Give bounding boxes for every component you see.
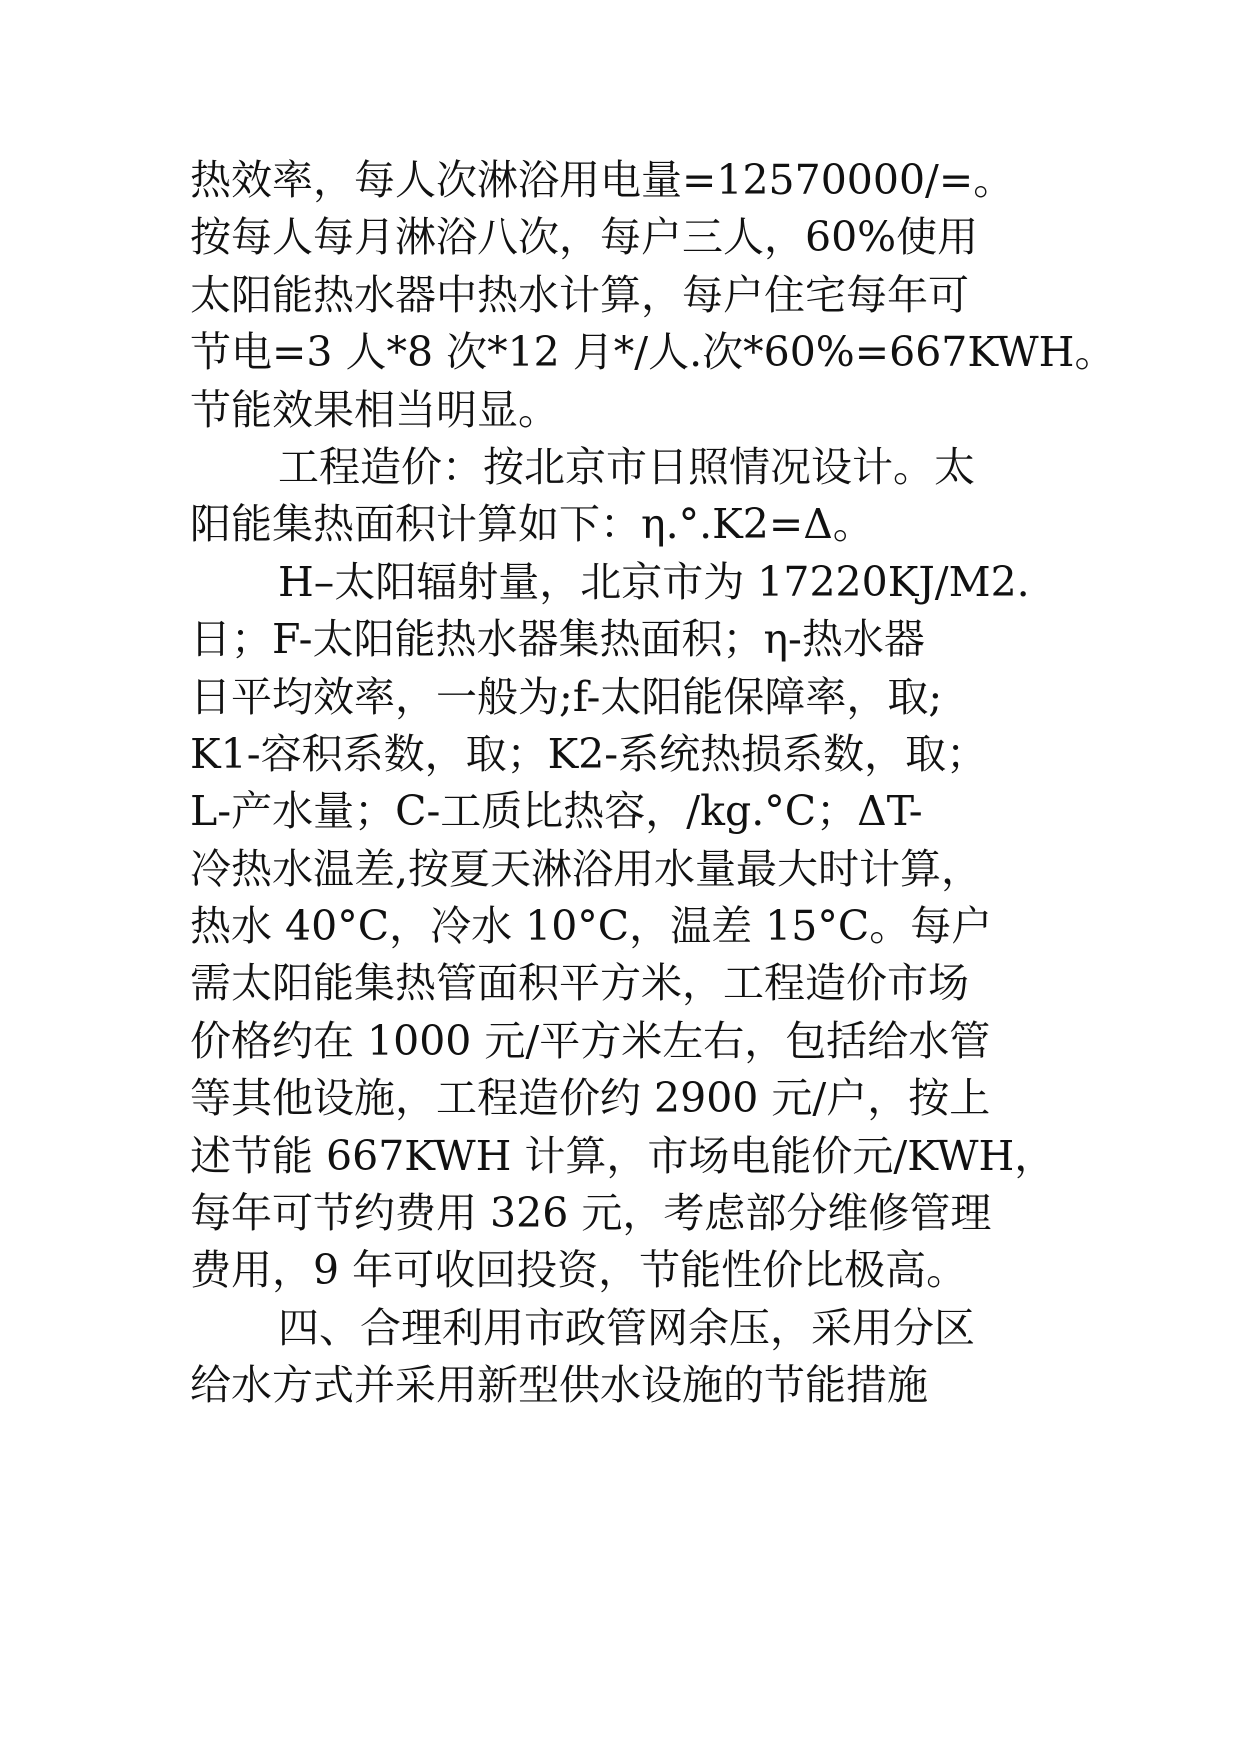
text-line: 热效率，每人次淋浴用电量=12570000/=。 [190, 156, 1015, 204]
text-line: 按每人每月淋浴八次，每户三人，60%使用 [190, 213, 979, 262]
text-line: 冷热水温差,按夏天淋浴用水量最大时计算， [190, 844, 983, 893]
text-line: H–太阳辐射量，北京市为 17220KJ/M2. [278, 557, 1030, 606]
text-line: 日；F-太阳能热水器集热面积；η-热水器 [190, 615, 925, 664]
body-text [190, 152, 1116, 1415]
text-line: 每年可节约费用 326 元，考虑部分维修管理 [190, 1189, 992, 1238]
text-line: 节能效果相当明显。 [190, 385, 559, 434]
text-line: 四、合理利用市政管网余压，采用分区 [278, 1303, 975, 1352]
text-line: 价格约在 1000 元/平方米左右，包括给水管 [190, 1016, 991, 1065]
text-line: 费用，9 年可收回投资，节能性价比极高。 [190, 1246, 968, 1295]
text-line: 太阳能热水器中热水计算，每户住宅每年可 [190, 270, 969, 319]
text-line: 等其他设施，工程造价约 2900 元/户，按上 [190, 1074, 991, 1123]
text-line: 述节能 667KWH 计算，市场电能价元/KWH， [190, 1131, 1056, 1180]
text-line: 工程造价：按北京市日照情况设计。太 [278, 442, 975, 491]
text-line: K1-容积系数，取；K2-系统热损系数，取； [190, 729, 988, 778]
text-line: L-产水量；C-工质比热容，/kg.°C；ΔT- [190, 787, 923, 836]
text-line: 给水方式并采用新型供水设施的节能措施 [190, 1361, 928, 1410]
text-line: 节电=3 人*8 次*12 月*/人.次*60%=667KWH。 [190, 328, 1116, 377]
text-line: 日平均效率，一般为;f-太阳能保障率，取; [190, 672, 943, 721]
text-line: 需太阳能集热管面积平方米，工程造价市场 [190, 959, 969, 1008]
text-line: 热水 40°C，冷水 10°C，温差 15°C。每户 [190, 902, 993, 951]
text-line: 阳能集热面积计算如下：η.°.K2=Δ。 [190, 500, 874, 549]
